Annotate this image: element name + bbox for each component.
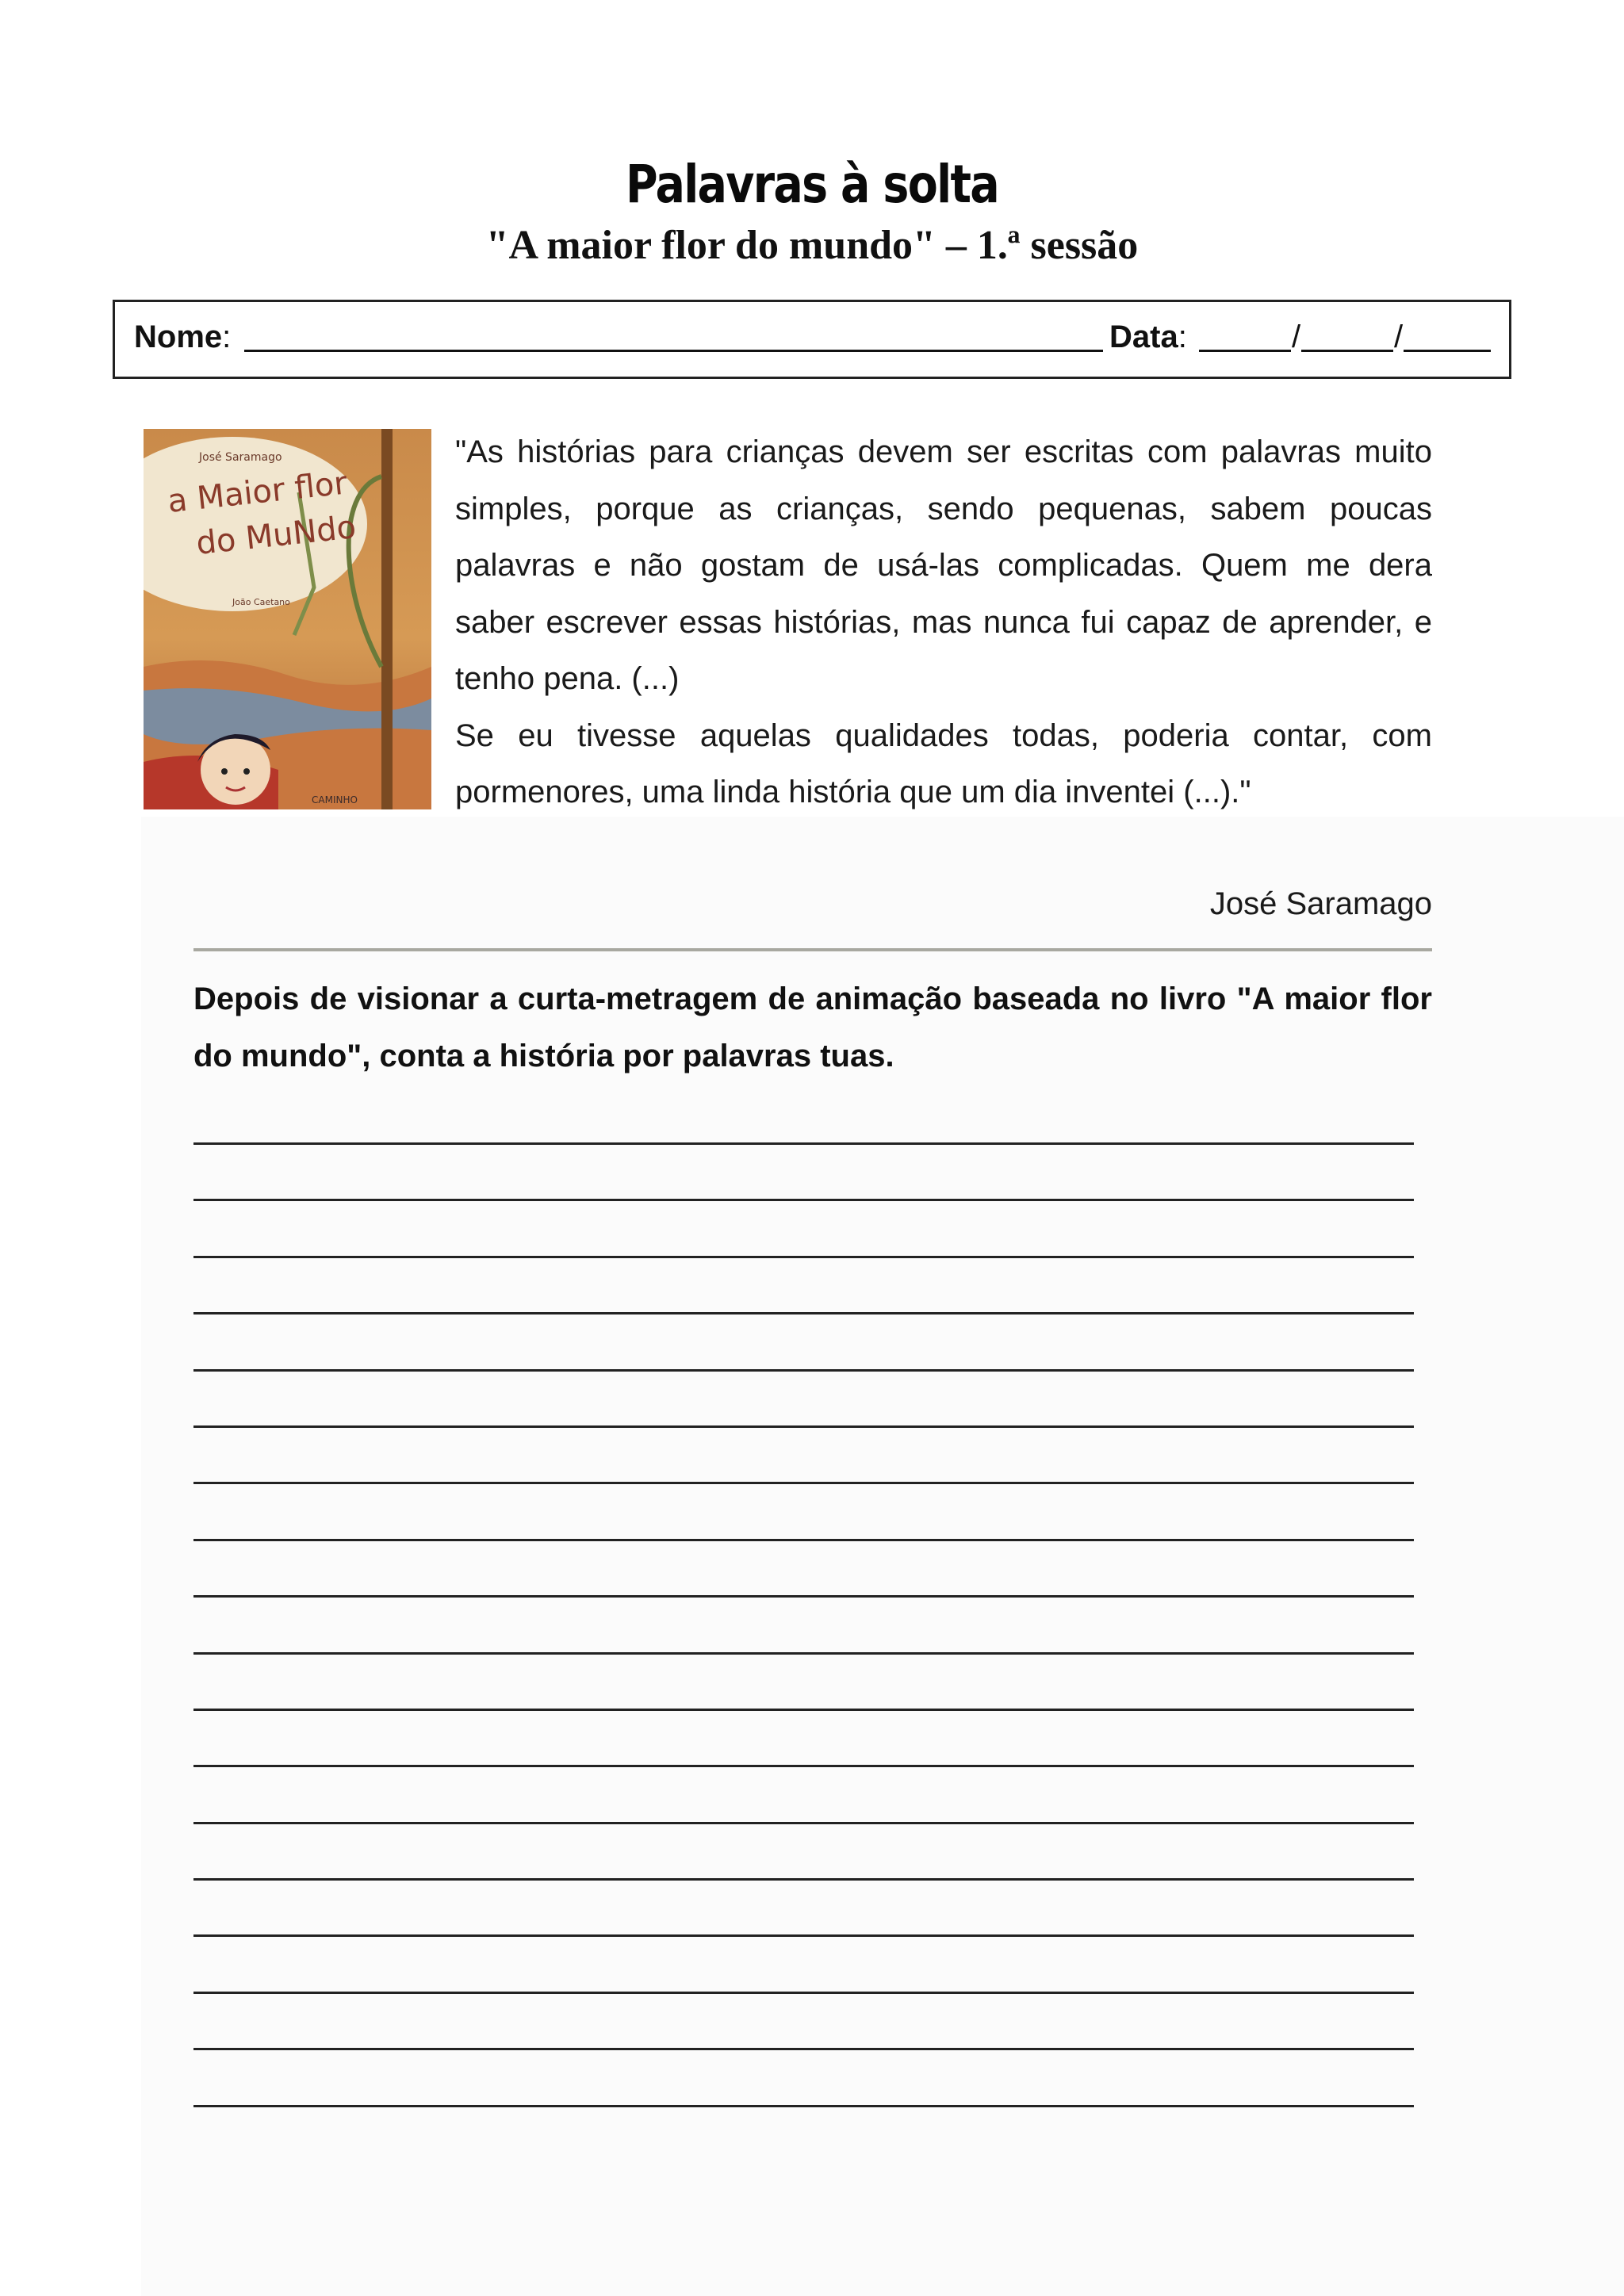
divider: [193, 948, 1432, 951]
svg-text:João Caetano: João Caetano: [232, 597, 290, 607]
writing-line[interactable]: [193, 1709, 1414, 1711]
writing-line[interactable]: [193, 2105, 1414, 2107]
svg-text:do MuNdo: do MuNdo: [194, 509, 358, 562]
book-cover-image: [144, 429, 431, 809]
page-subtitle: "A maior flor do mundo" – 1.ª sessão: [485, 223, 1139, 268]
name-label: Nome:: [134, 320, 232, 354]
writing-line[interactable]: [193, 1199, 1414, 1201]
svg-text:José Saramago: José Saramago: [199, 451, 282, 464]
date-label: Data:: [1109, 320, 1187, 354]
writing-line[interactable]: [193, 1822, 1414, 1824]
writing-line[interactable]: [193, 1369, 1414, 1372]
writing-area[interactable]: [193, 1142, 1414, 2161]
writing-line[interactable]: [193, 1934, 1414, 1937]
date-day-field[interactable]: [1199, 350, 1291, 352]
writing-line[interactable]: [193, 1595, 1414, 1598]
page-title: Palavras à solta: [625, 154, 999, 215]
writing-line[interactable]: [193, 1425, 1414, 1428]
writing-line[interactable]: [193, 1312, 1414, 1314]
writing-line[interactable]: [193, 1482, 1414, 1484]
writing-line[interactable]: [193, 2048, 1414, 2050]
quote-author: José Saramago: [1209, 886, 1432, 921]
writing-line[interactable]: [193, 1256, 1414, 1258]
writing-line[interactable]: [193, 1142, 1414, 1145]
name-field[interactable]: [244, 350, 1103, 352]
date-month-field[interactable]: [1301, 350, 1393, 352]
svg-text:CAMINHO: CAMINHO: [312, 794, 358, 806]
date-separator: /: [1292, 320, 1301, 354]
svg-text:a Maior flor: a Maior flor: [166, 465, 349, 520]
name-date-box: [113, 300, 1511, 379]
writing-line[interactable]: [193, 1878, 1414, 1881]
date-separator: /: [1394, 320, 1404, 354]
writing-line[interactable]: [193, 1652, 1414, 1655]
exercise-instruction: Depois de visionar a curta-metragem de animação baseada no livro "A maior flor do mundo", conta a história por palavras tuas.: [193, 982, 1432, 1073]
quote-paragraph: "As histórias para crianças devem ser escritas com palavras muito simples, porque as crianças, sendo pequenas, sabem poucas palavras e não gostam de usá-las complicadas. Quem me dera saber escrever essas histórias, mas nunca fui capaz de aprender, e tenho pena. (...): [455, 434, 1432, 696]
writing-line[interactable]: [193, 1539, 1414, 1541]
quote-paragraph: Se eu tivesse aquelas qualidades todas, poderia contar, com pormenores, uma linda história que um dia inventei (...).": [455, 718, 1432, 809]
saramago-quote: [455, 424, 1432, 821]
writing-line[interactable]: [193, 1765, 1414, 1767]
writing-line[interactable]: [193, 1992, 1414, 1994]
date-year-field[interactable]: [1404, 350, 1491, 352]
